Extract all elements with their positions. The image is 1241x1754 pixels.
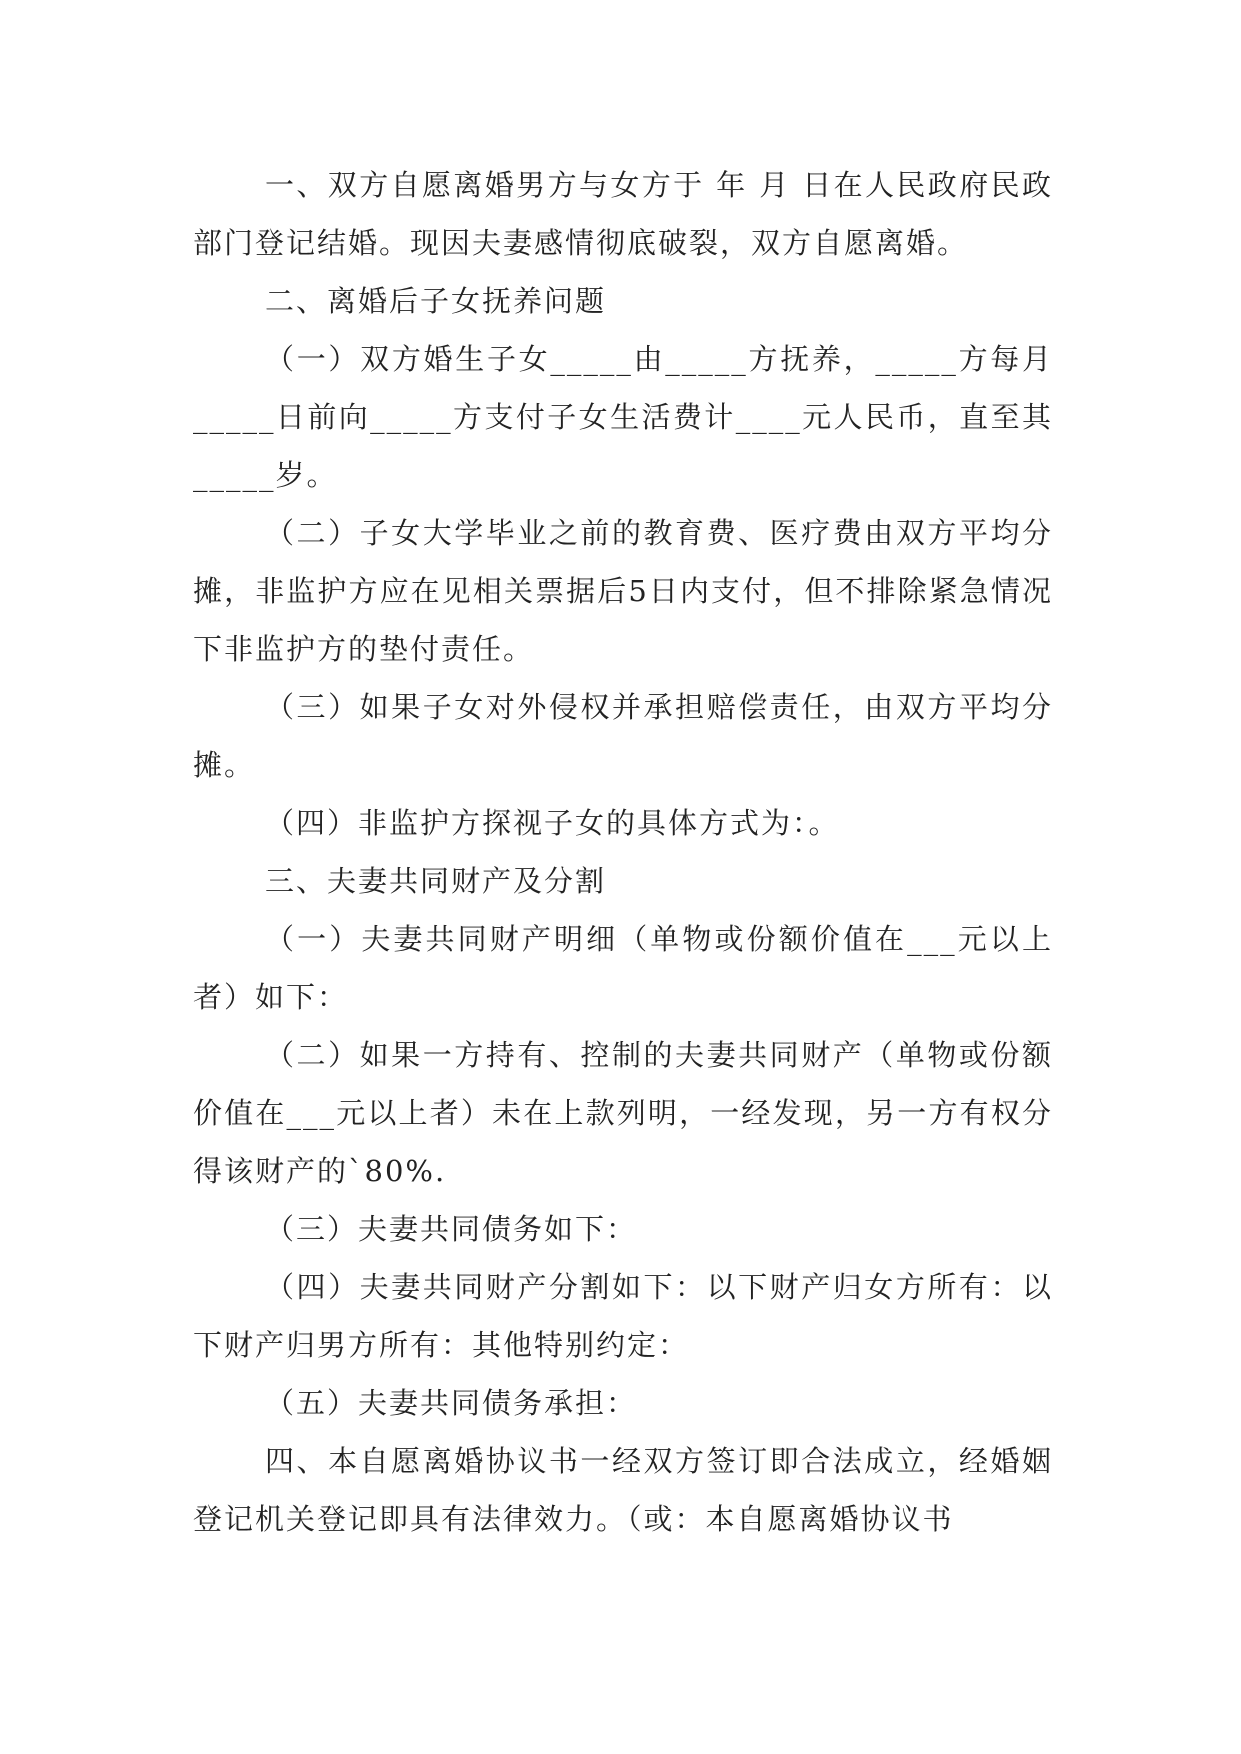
paragraph-debt-bearing: （五）夫妻共同债务承担： [265, 1386, 638, 1420]
paragraph-custody-support: （一）双方婚生子女_____由_____方抚养，_____方每月_____日前向_____方支付子女生活费计____元人民币，直至其_____岁。 [193, 342, 1053, 492]
paragraph-undisclosed-property: （二）如果一方持有、控制的夫妻共同财产（单物或份额价值在___元以上者）未在上款列明，一经发现，另一方有权分得该财产的`80%. [193, 1038, 1053, 1188]
paragraph-property-division: （四）夫妻共同财产分割如下：以下财产归女方所有：以下财产归男方所有：其他特别约定： [193, 1270, 1053, 1362]
heading-child-custody: 二、离婚后子女抚养问题 [265, 284, 607, 318]
paragraph-property-list: （一）夫妻共同财产明细（单物或份额价值在___元以上者）如下： [193, 922, 1053, 1014]
heading-joint-property: 三、夫妻共同财产及分割 [265, 864, 607, 898]
paragraph-tort-liability: （三）如果子女对外侵权并承担赔偿责任，由双方平均分摊。 [193, 690, 1053, 782]
paragraph-joint-debts: （三）夫妻共同债务如下： [265, 1212, 638, 1246]
paragraph-agreement-effect: 四、本自愿离婚协议书一经双方签订即合法成立，经婚姻登记机关登记即具有法律效力。（或：本自愿离婚协议书 [193, 1444, 1053, 1536]
paragraph-education-medical: （二）子女大学毕业之前的教育费、医疗费由双方平均分摊，非监护方应在见相关票据后5日内支付，但不排除紧急情况下非监护方的垫付责任。 [193, 516, 1053, 666]
document-body [193, 156, 1053, 1548]
paragraph-registration: 一、双方自愿离婚男方与女方于 年 月 日在人民政府民政部门登记结婚。现因夫妻感情彻底破裂，双方自愿离婚。 [193, 168, 1053, 260]
paragraph-visitation: （四）非监护方探视子女的具体方式为：。 [265, 806, 840, 840]
